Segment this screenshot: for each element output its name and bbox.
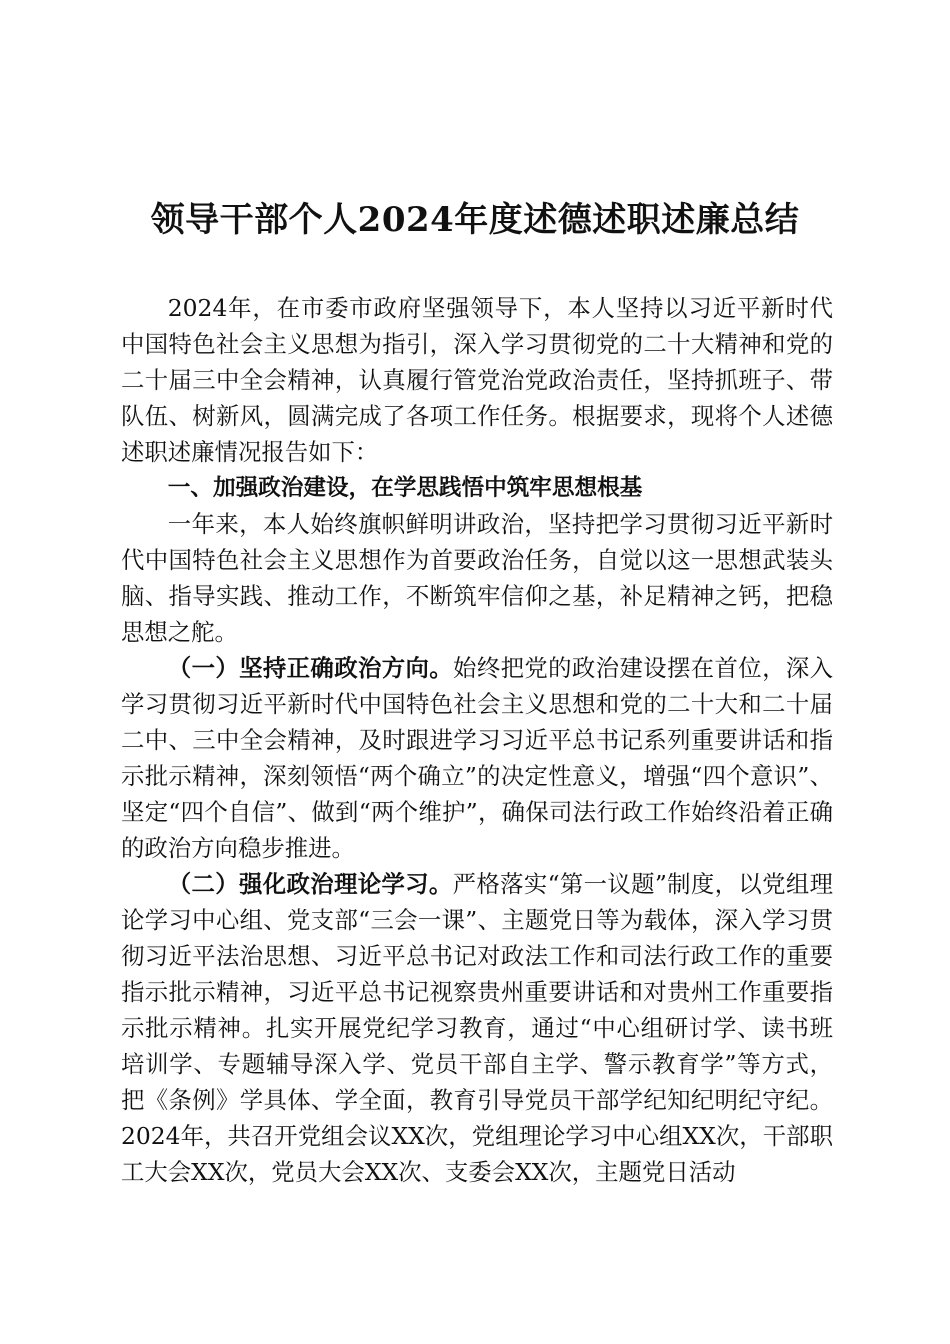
item-lead-1: （一）坚持正确政治方向。 xyxy=(167,654,454,682)
intro-paragraph: 2024年，在市委市政府坚强领导下，本人坚持以习近平新时代中国特色社会主义思想为指引，深入学习贯彻党的二十大精神和党的二十届三中全会精神，认真履行管党治党政治责任，坚持抓班子、带队伍、树新风，圆满完成了各项工作任务。根据要求，现将个人述德述职述廉情况报告如下： xyxy=(121,294,833,466)
document-title: 领导干部个人2024年度述德述职述廉总结 xyxy=(150,200,800,240)
item-paragraph-2 xyxy=(121,866,833,1190)
section-intro-paragraph: 一年来，本人始终旗帜鲜明讲政治，坚持把学习贯彻习近平新时代中国特色社会主义思想作为首要政治任务，自觉以这一思想武装头脑、指导实践、推动工作，不断筑牢信仰之基，补足精神之钙，把稳思想之舵。 xyxy=(121,510,833,646)
document-body xyxy=(121,290,833,1190)
item-text-2: 严格落实“第一议题”制度，以党组理论学习中心组、党支部“三会一课”、主题党日等为载体，深入学习贯彻习近平法治思想、习近平总书记对政法工作和司法行政工作的重要指示批示精神，习近平总书记视察贵州重要讲话和对贵州工作重要指示批示精神。扎实开展党纪学习教育，通过“中心组研讨学、读书班培训学、专题辅导深入学、党员干部自主学、警示教育学”等方式，把《条例》学具体、学全面，教育引导党员干部学纪知纪明纪守纪。2024年，共召开党组会议XX次，党组理论学习中心组XX次，干部职工大会XX次，党员大会XX次、支委会XX次，主题党日活动 xyxy=(121,870,833,1186)
item-text-1: 始终把党的政治建设摆在首位，深入学习贯彻习近平新时代中国特色社会主义思想和党的二十大和二十届二中、三中全会精神，及时跟进学习习近平总书记系列重要讲话和指示批示精神，深刻领悟“两个确立”的决定性意义，增强“四个意识”、坚定“四个自信”、做到“两个维护”，确保司法行政工作始终沿着正确的政治方向稳步推进。 xyxy=(121,654,833,862)
item-paragraph-1 xyxy=(121,650,833,866)
section-heading: 一、加强政治建设，在学思践悟中筑牢思想根基 xyxy=(167,475,643,501)
item-lead-2: （二）强化政治理论学习。 xyxy=(167,870,453,898)
